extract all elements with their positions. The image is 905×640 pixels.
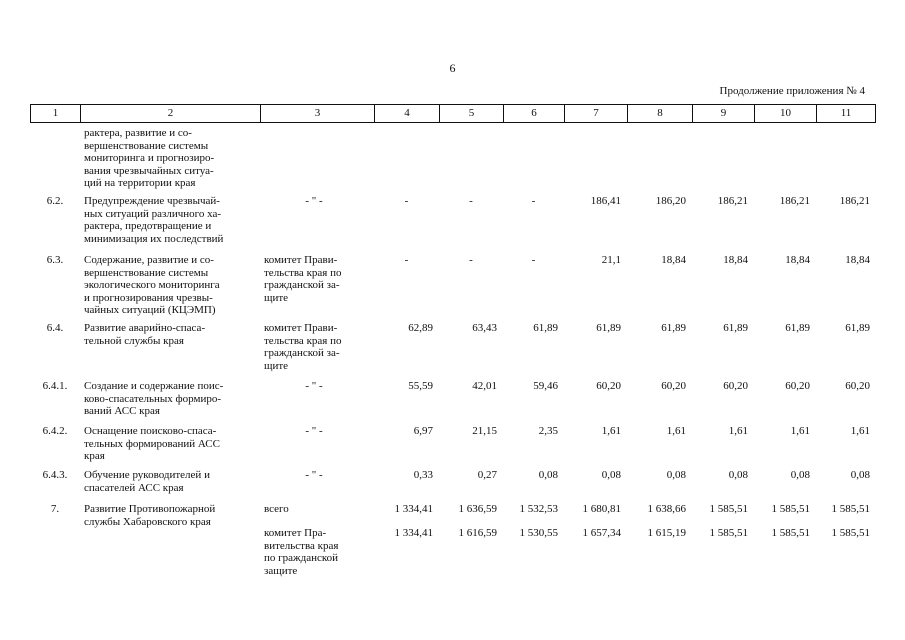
value-col-4: - <box>404 195 409 207</box>
value-col-10: 0,08 <box>790 469 810 481</box>
value-col-9: 60,20 <box>723 380 748 392</box>
row-index: 6.4.1. <box>42 380 68 392</box>
value-col-4: 6,97 <box>413 425 433 437</box>
column-header-row <box>30 104 876 123</box>
value-col-10: 186,21 <box>779 195 810 207</box>
column-header-8: 8 <box>627 104 692 123</box>
value-col-5: - <box>469 195 473 207</box>
value-col-9: 1 585,51 <box>709 503 748 515</box>
value-col-10: 61,89 <box>785 322 810 334</box>
value-col-8: 1 615,19 <box>647 527 686 539</box>
value-col-7: 1 657,34 <box>582 527 621 539</box>
value-col-6: - <box>531 254 536 266</box>
value-col-11: 1 585,51 <box>831 527 870 539</box>
value-col-10: 1 585,51 <box>771 503 810 515</box>
value-col-4: - <box>404 254 409 266</box>
value-col-7: 0,08 <box>601 469 621 481</box>
value-col-9: 18,84 <box>723 254 748 266</box>
value-col-9: 0,08 <box>728 469 748 481</box>
value-col-4: 1 334,41 <box>394 503 433 515</box>
row-executor: комитет Прави- тельства края по гражданской за- щите <box>264 254 342 304</box>
value-col-9: 61,89 <box>723 322 748 334</box>
row-description: Развитие Противопожарной службы Хабаровского края <box>84 503 216 528</box>
value-col-8: 186,20 <box>655 195 686 207</box>
value-col-7: 1,61 <box>601 425 621 437</box>
column-header-2: 2 <box>80 104 260 123</box>
value-col-11: 18,84 <box>845 254 870 266</box>
value-col-5: 1 636,59 <box>458 503 497 515</box>
value-col-8: 1,61 <box>666 425 686 437</box>
row-executor: комитет Прави- тельства края по гражданской за- щите <box>264 322 342 372</box>
value-col-8: 60,20 <box>661 380 686 392</box>
column-header-11: 11 <box>816 104 876 123</box>
value-col-5: 0,27 <box>477 469 497 481</box>
value-col-7: 21,1 <box>601 254 621 266</box>
row-index: 7. <box>50 503 60 515</box>
value-col-11: 186,21 <box>839 195 870 207</box>
value-col-8: 18,84 <box>661 254 686 266</box>
column-header-4: 4 <box>374 104 439 123</box>
row-index: 6.4.3. <box>42 469 68 481</box>
value-col-9: 1,61 <box>728 425 748 437</box>
value-col-6: 1 532,53 <box>519 503 558 515</box>
value-col-9: 186,21 <box>717 195 748 207</box>
value-col-6: 1 530,55 <box>519 527 558 539</box>
value-col-7: 186,41 <box>590 195 621 207</box>
row-index: 6.4. <box>46 322 64 334</box>
row-index: 6.4.2. <box>42 425 68 437</box>
row-executor: - " - <box>305 380 323 392</box>
value-col-4: 1 334,41 <box>394 527 433 539</box>
value-col-11: 1,61 <box>850 425 870 437</box>
row-description: Предупреждение чрезвычай- ных ситуаций различного ха- рактера, предотвращение и минимизация их последствий <box>84 195 224 245</box>
row-description: Оснащение поисково-спаса- тельных формирований АСС края <box>84 425 220 462</box>
value-col-11: 61,89 <box>845 322 870 334</box>
value-col-7: 1 680,81 <box>582 503 621 515</box>
value-col-8: 61,89 <box>661 322 686 334</box>
value-col-5: - <box>469 254 473 266</box>
row-description: Содержание, развитие и со- вершенствование системы экологического мониторинга и прогнозирования чрезвы- чайных ситуаций (КЦЭМП) <box>84 254 220 316</box>
value-col-6: 59,46 <box>533 380 558 392</box>
row-description: Обучение руководителей и спасателей АСС края <box>84 469 210 494</box>
row-description: рактера, развитие и со- вершенствование системы мониторинга и прогнозиро- вания чрезвычайных ситуа- ций на территории края <box>84 127 215 189</box>
row-executor: - " - <box>305 195 323 207</box>
column-header-10: 10 <box>754 104 816 123</box>
value-col-9: 1 585,51 <box>709 527 748 539</box>
continuation-label: Продолжение приложения № 4 <box>719 85 865 97</box>
row-executor: комитет Пра- вительства края по гражданской защите <box>264 527 339 577</box>
value-col-6: 0,08 <box>538 469 558 481</box>
value-col-8: 1 638,66 <box>647 503 686 515</box>
row-executor: - " - <box>305 425 323 437</box>
value-col-10: 60,20 <box>785 380 810 392</box>
value-col-5: 21,15 <box>472 425 497 437</box>
column-header-7: 7 <box>564 104 627 123</box>
value-col-10: 1,61 <box>790 425 810 437</box>
value-col-6: - <box>531 195 536 207</box>
row-executor: - " - <box>305 469 323 481</box>
column-header-9: 9 <box>692 104 754 123</box>
row-index: 6.3. <box>46 254 64 266</box>
value-col-11: 0,08 <box>850 469 870 481</box>
value-col-5: 42,01 <box>472 380 497 392</box>
value-col-4: 62,89 <box>408 322 433 334</box>
column-header-3: 3 <box>260 104 374 123</box>
page-number: 6 <box>449 61 456 75</box>
row-index: 6.2. <box>46 195 64 207</box>
value-col-11: 1 585,51 <box>831 503 870 515</box>
value-col-6: 61,89 <box>533 322 558 334</box>
row-description: Развитие аварийно-спаса- тельной службы края <box>84 322 206 347</box>
value-col-10: 18,84 <box>785 254 810 266</box>
column-header-6: 6 <box>503 104 564 123</box>
column-header-1: 1 <box>30 104 80 123</box>
value-col-6: 2,35 <box>538 425 558 437</box>
value-col-4: 0,33 <box>413 469 433 481</box>
value-col-5: 63,43 <box>472 322 497 334</box>
value-col-8: 0,08 <box>666 469 686 481</box>
column-header-5: 5 <box>439 104 503 123</box>
value-col-7: 61,89 <box>596 322 621 334</box>
row-description: Создание и содержание поис- ково-спасательных формиро- ваний АСС края <box>84 380 224 417</box>
value-col-5: 1 616,59 <box>458 527 497 539</box>
value-col-4: 55,59 <box>408 380 433 392</box>
row-executor: всего <box>264 503 289 515</box>
value-col-10: 1 585,51 <box>771 527 810 539</box>
value-col-7: 60,20 <box>596 380 621 392</box>
value-col-11: 60,20 <box>845 380 870 392</box>
